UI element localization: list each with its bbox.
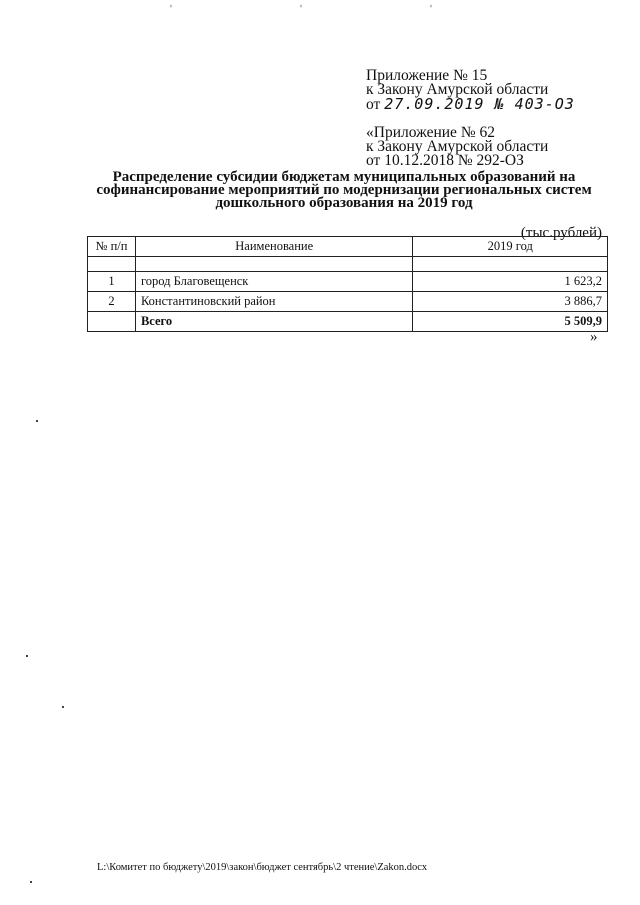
prior-appendix-header <box>366 126 548 168</box>
row-number: 1 <box>88 272 136 292</box>
subsidy-table <box>87 236 608 332</box>
handwritten-date-number: 27.09.2019 № 403-ОЗ <box>384 95 575 113</box>
scan-mark <box>30 881 32 883</box>
appendix-date-line <box>366 97 575 112</box>
header-number: № п/п <box>88 237 136 257</box>
document-page: Приложение № 15 к Закону Амурской области от 27.09.2019 № 403-ОЗ «Приложение № 62 к Закону Амурской области от 10.12.2018 № 292-ОЗ Распределение субсидии бюджетам муниципальных образований на софинансирование мероприятий по модернизации региональных систем дошкольного образования на 2019 год (тыс.рублей) № п/п Наименование 2019 год 1 город Благовещенск 1 623,2 2 Константиновский район 3 886,7 Всего 5 509,9 » L:\Комитет по бюджету\2019\закон\бюджет сентябрь\2 чтение\Zakon.docx ' ' ' <box>0 0 640 905</box>
header-year: 2019 год <box>413 237 608 257</box>
row-number: 2 <box>88 292 136 312</box>
prior-appendix-number: «Приложение № 62 <box>366 124 495 141</box>
table-total-row <box>88 312 608 332</box>
table-spacer-row <box>88 257 608 272</box>
units-label: (тыс.рублей) <box>520 225 602 241</box>
appendix-number: Приложение № 15 <box>366 67 488 84</box>
row-value: 3 886,7 <box>413 292 608 312</box>
footer-file-path: L:\Комитет по бюджету\2019\закон\бюджет сентябрь\2 чтение\Zakon.docx <box>97 862 428 873</box>
appendix-law-ref: к Закону Амурской области <box>366 81 549 98</box>
title-line-3: дошкольного образования на 2019 год <box>215 195 473 211</box>
title-line-1: Распределение субсидии бюджетам муниципальных образований на <box>112 169 576 185</box>
total-number <box>88 312 136 332</box>
header-name: Наименование <box>135 237 413 257</box>
scan-mark <box>62 706 64 708</box>
scan-mark <box>36 420 38 422</box>
prior-appendix-date: от 10.12.2018 № 292-ОЗ <box>366 152 524 169</box>
total-label: Всего <box>135 312 413 332</box>
table-header-row <box>88 237 608 257</box>
document-title <box>80 171 608 210</box>
table-row <box>88 272 608 292</box>
scan-mark <box>26 655 28 657</box>
appendix-date-prefix: от <box>366 96 381 113</box>
appendix-header <box>366 69 575 112</box>
table-row <box>88 292 608 312</box>
total-value: 5 509,9 <box>413 312 608 332</box>
prior-appendix-law-ref: к Закону Амурской области <box>366 138 549 155</box>
closing-quote: » <box>590 329 598 345</box>
title-line-2: софинансирование мероприятий по модернизации региональных систем <box>96 182 592 198</box>
row-name: город Благовещенск <box>135 272 413 292</box>
row-name: Константиновский район <box>135 292 413 312</box>
row-value: 1 623,2 <box>413 272 608 292</box>
